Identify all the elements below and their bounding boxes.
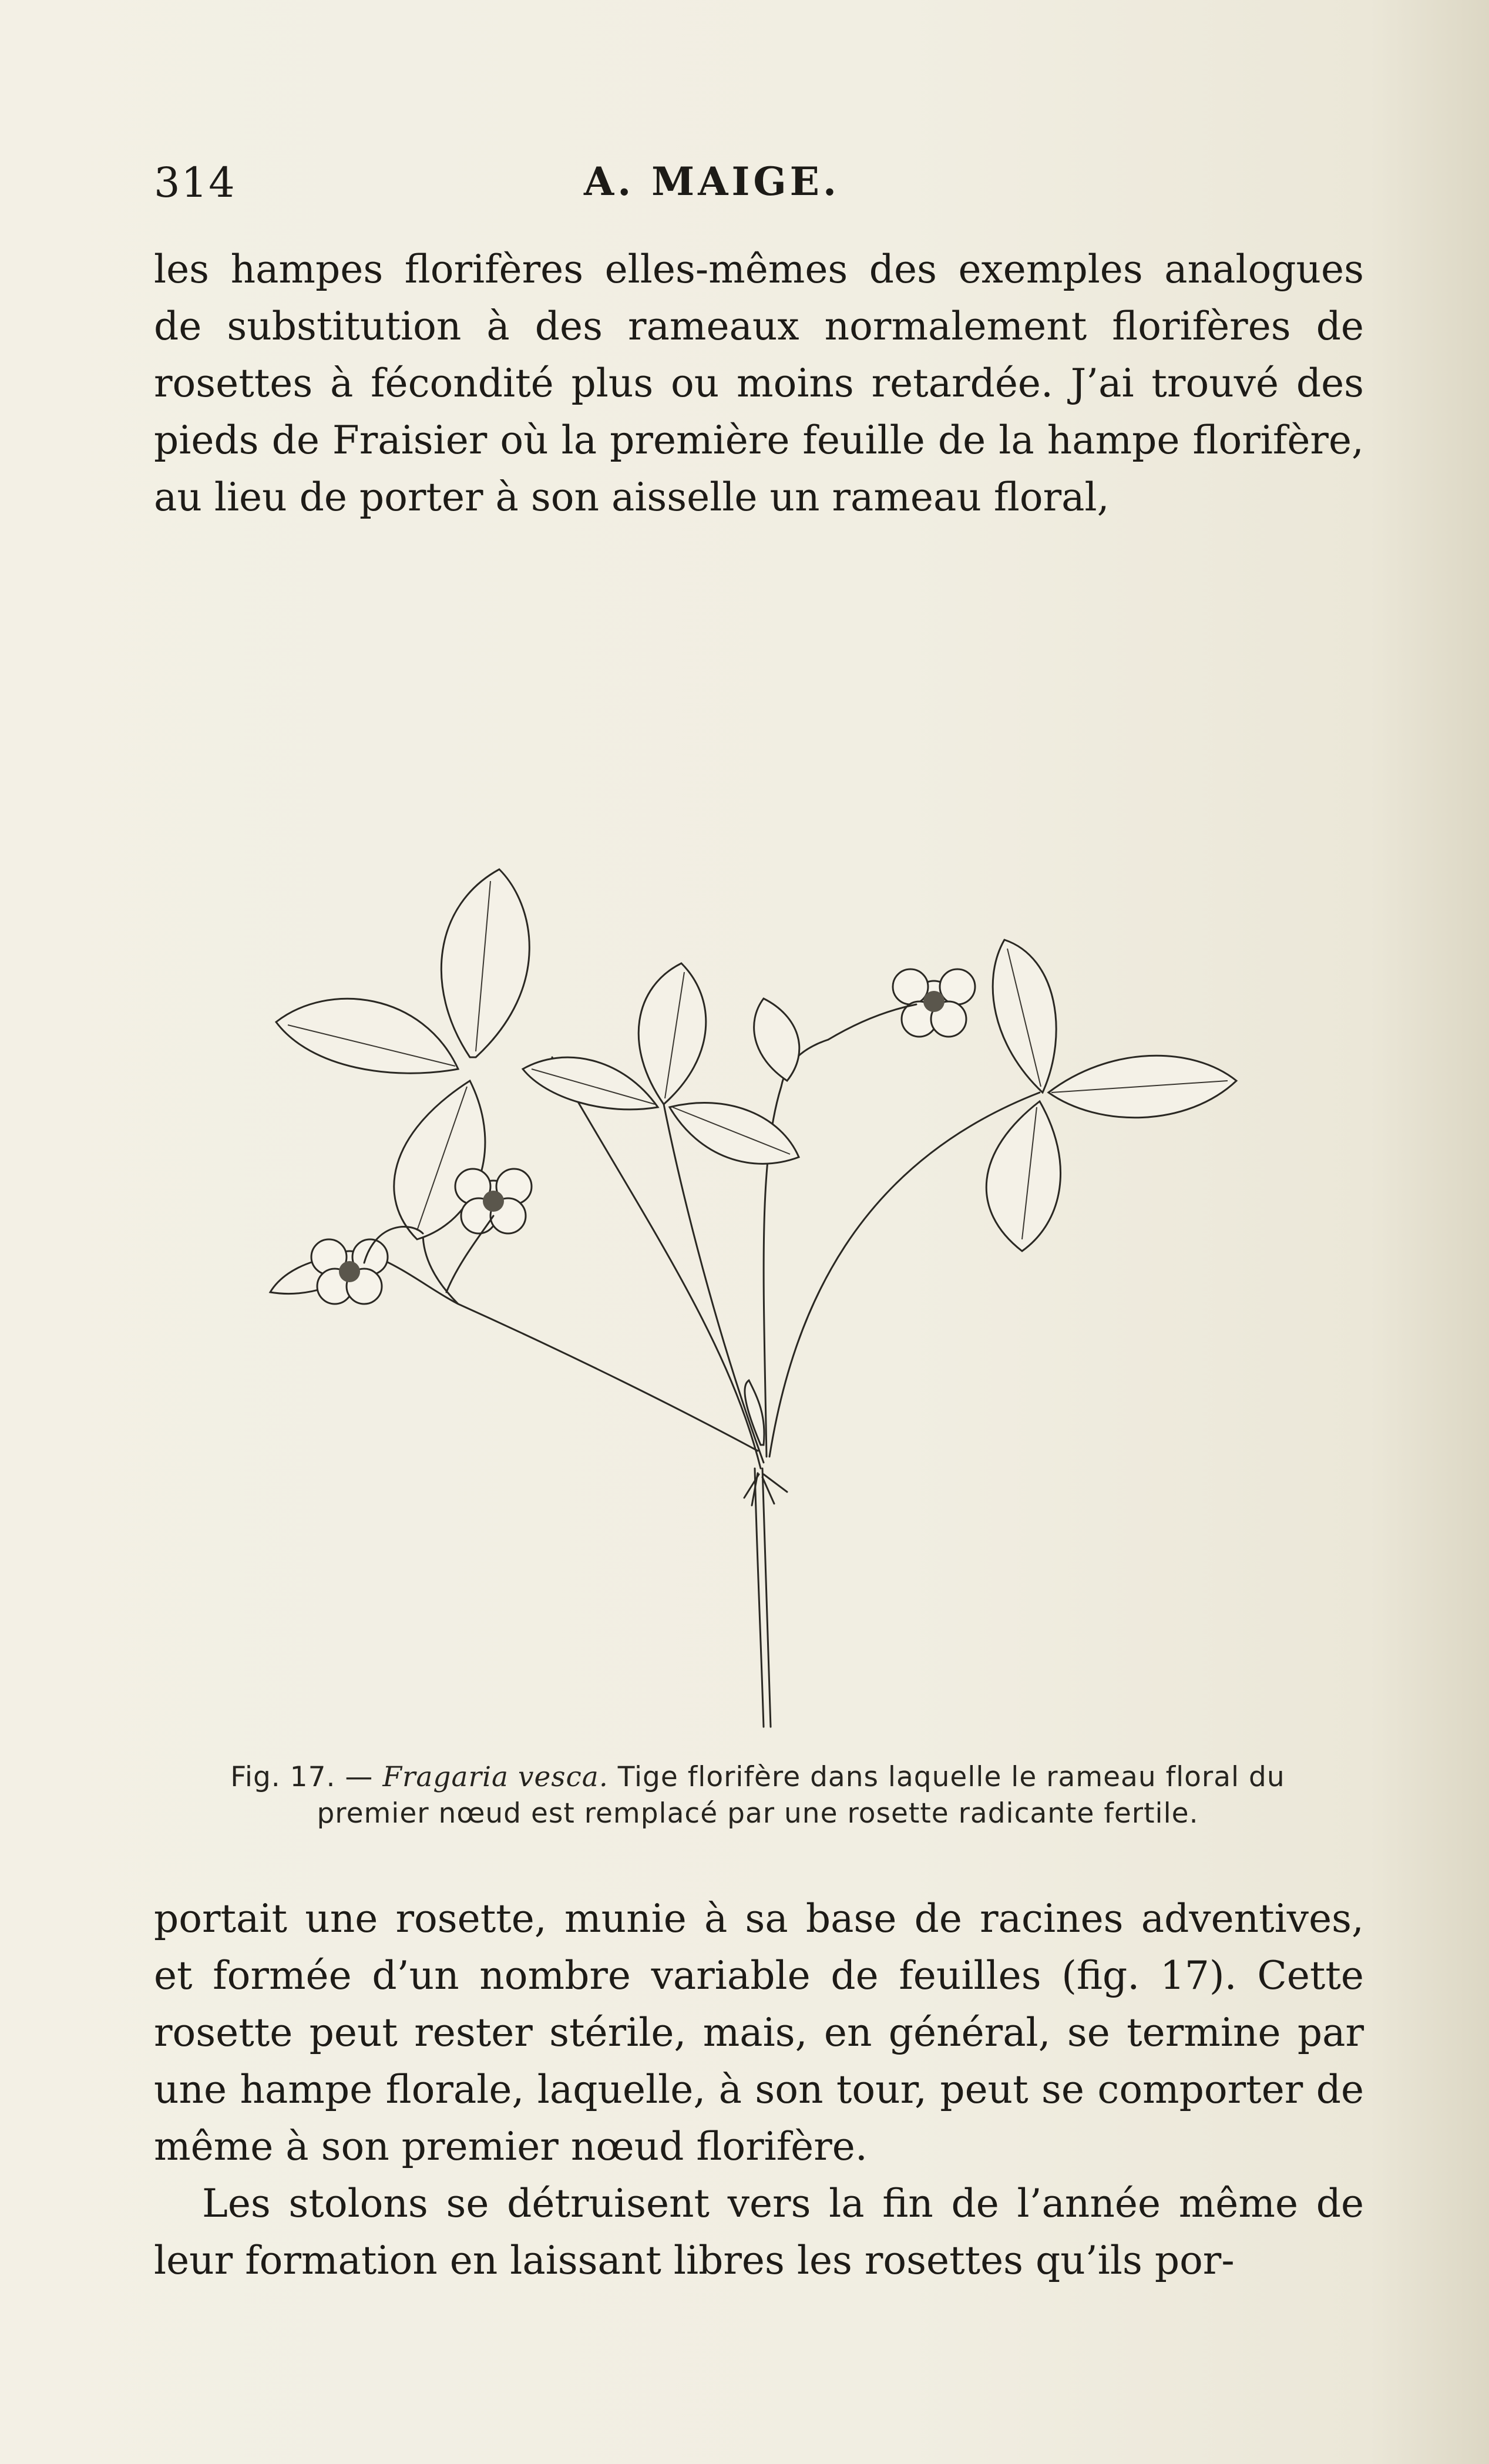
- leaf-right: [986, 940, 1236, 1251]
- leaf-center: [523, 963, 799, 1164]
- flower-left: [311, 1239, 388, 1304]
- strawberry-plant-illustration: [200, 576, 1327, 1750]
- page-number: 314: [154, 159, 236, 207]
- flower-top-right: [893, 969, 975, 1037]
- flower-middle-left: [455, 1169, 532, 1233]
- paragraph-bottom-2: Les stolons se détruisent vers la fin de l’année même de leur formation en laissant libres les rosettes qu’ils por-: [154, 2181, 1364, 2283]
- figure-caption: [211, 1759, 1304, 1832]
- paragraph-top-text: les hampes florifères elles-mêmes des exemples analogues de substitution à des rameaux normalement florifères de rosettes à fécondité plus ou moins retardée. J’ai trouvé des pieds de Fraisier où la première feuille de la hampe florifère, au lieu de porter à son aisselle un rameau floral,: [154, 247, 1364, 520]
- paragraph-top: [154, 241, 1364, 526]
- paragraph-bottom: [154, 1890, 1364, 2289]
- caption-label: Fig. 17. —: [230, 1761, 374, 1793]
- running-head: A. MAIGE.: [584, 159, 840, 204]
- caption-species: Fragaria vesca.: [382, 1761, 609, 1793]
- page-header: [154, 159, 1364, 211]
- paragraph-bottom-1: portait une rosette, munie à sa base de racines adventives, et formée d’un nombre variable de feuilles (fig. 17). Cette rosette peut rester stérile, mais, en général, se termine par une hampe florale, laquelle, à son tour, peut se comporter de même à son premier nœud florifère.: [154, 1896, 1364, 2169]
- caption-text: Tige florifère dans laquelle le rameau floral du premier nœud est remplacé par une rosette radicante fertile.: [317, 1761, 1285, 1830]
